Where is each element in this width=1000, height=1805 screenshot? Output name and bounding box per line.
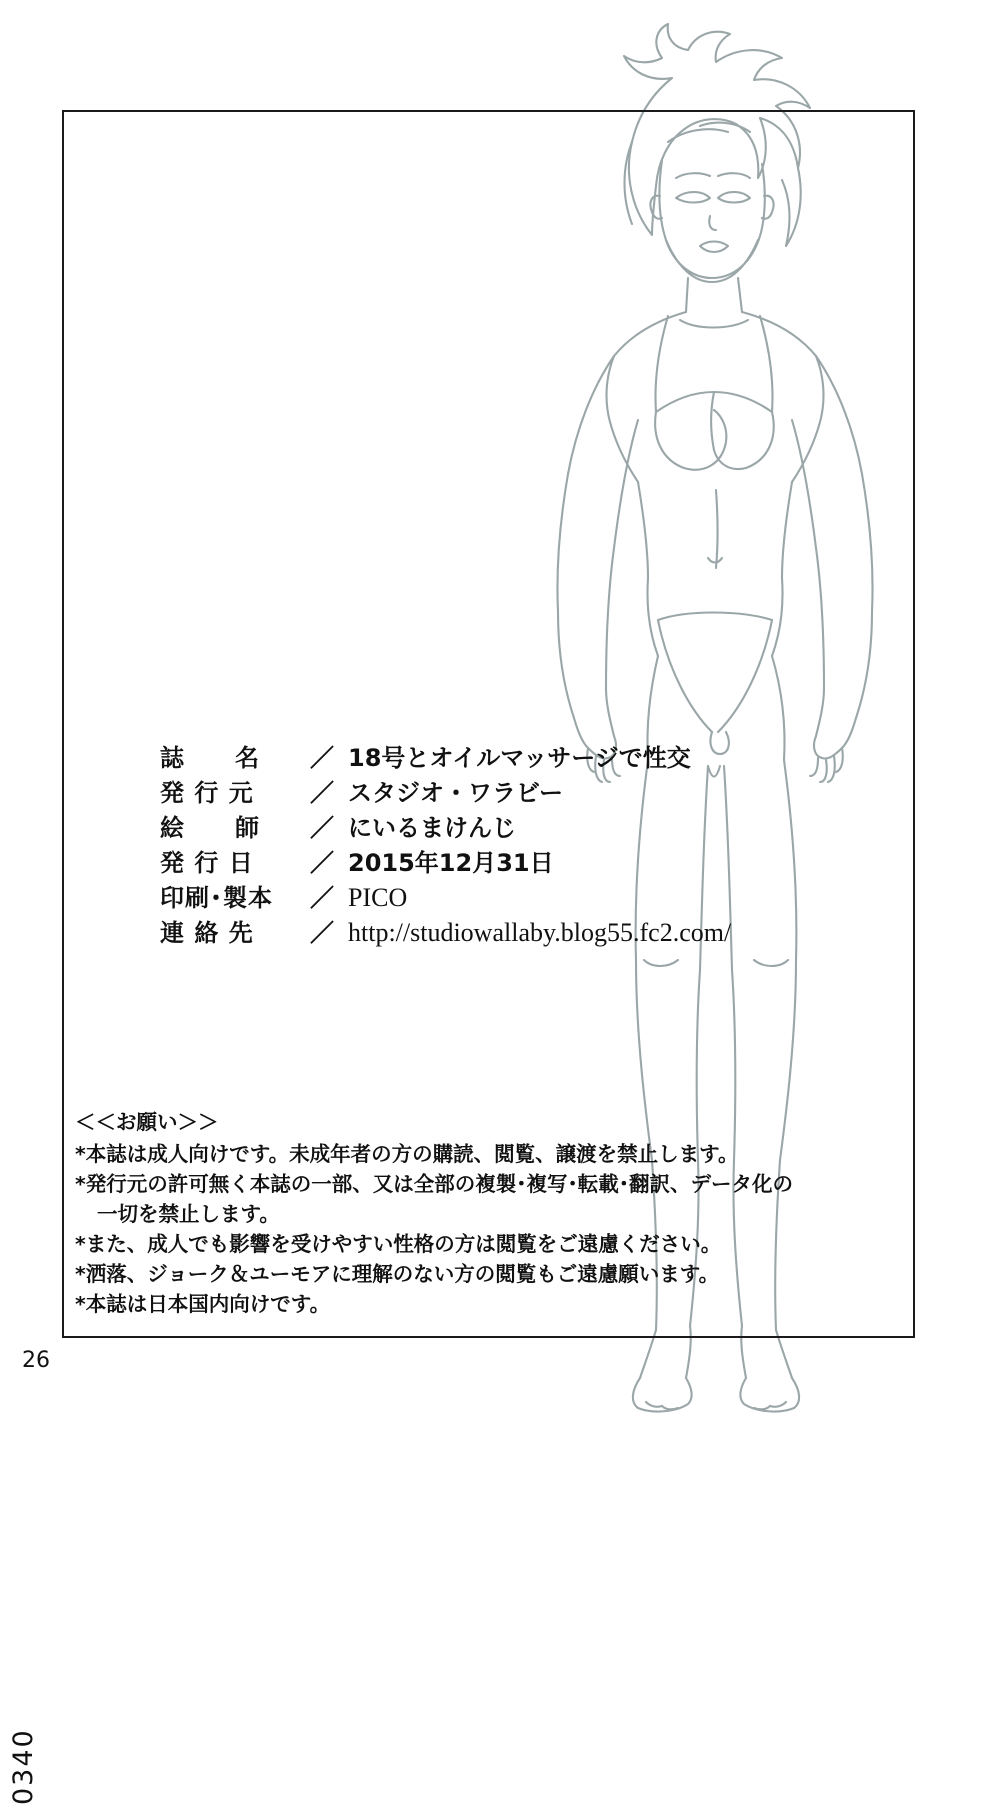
notice-line: *洒落、ジョーク＆ユーモアに理解のない方の閲覧もご遠慮願います。 — [75, 1262, 720, 1286]
colophon-value-date: 2015年12月31日 — [348, 849, 554, 877]
page-number: 26 — [22, 1348, 50, 1373]
notice-heading: ＜＜お願い＞＞ — [75, 1110, 219, 1134]
colophon-value-printer: PICO — [348, 883, 408, 912]
colophon-row — [160, 913, 860, 948]
colophon-value-title: 18号とオイルマッサージで性交 — [348, 744, 691, 772]
colophon-label: 絵 師 — [160, 814, 260, 842]
colophon-separator: ／ — [310, 919, 334, 947]
side-code: 0340 — [8, 1728, 39, 1805]
colophon-block — [160, 738, 860, 948]
colophon-row — [160, 878, 860, 913]
colophon-separator: ／ — [310, 744, 334, 772]
notice-block — [75, 1107, 895, 1319]
colophon-separator: ／ — [310, 814, 334, 842]
colophon-row — [160, 808, 860, 843]
colophon-value-artist: にいるまけんじ — [348, 814, 516, 842]
colophon-row — [160, 773, 860, 808]
colophon-label: 印刷･製本 — [160, 884, 273, 912]
colophon-separator: ／ — [310, 779, 334, 807]
colophon-row — [160, 738, 860, 773]
colophon-label: 連 絡 先 — [160, 919, 254, 947]
notice-line: *発行元の許可無く本誌の一部、又は全部の複製･複写･転載･翻訳、データ化の — [75, 1172, 793, 1196]
colophon-label: 誌 名 — [160, 744, 260, 772]
colophon-value-contact-url[interactable]: http://studiowallaby.blog55.fc2.com/ — [348, 918, 732, 947]
notice-line: 一切を禁止します。 — [97, 1202, 280, 1226]
colophon-value-publisher: スタジオ・ワラビー — [348, 779, 564, 807]
colophon-label: 発 行 日 — [160, 849, 254, 877]
colophon-label: 発 行 元 — [160, 779, 254, 807]
notice-line: *また、成人でも影響を受けやすい性格の方は閲覧をご遠慮ください。 — [75, 1232, 722, 1256]
colophon-separator: ／ — [310, 849, 334, 877]
notice-line: *本誌は成人向けです。未成年者の方の購読、閲覧、譲渡を禁止します。 — [75, 1142, 739, 1166]
colophon-row — [160, 843, 860, 878]
notice-line: *本誌は日本国内向けです。 — [75, 1292, 331, 1316]
colophon-separator: ／ — [310, 884, 334, 912]
